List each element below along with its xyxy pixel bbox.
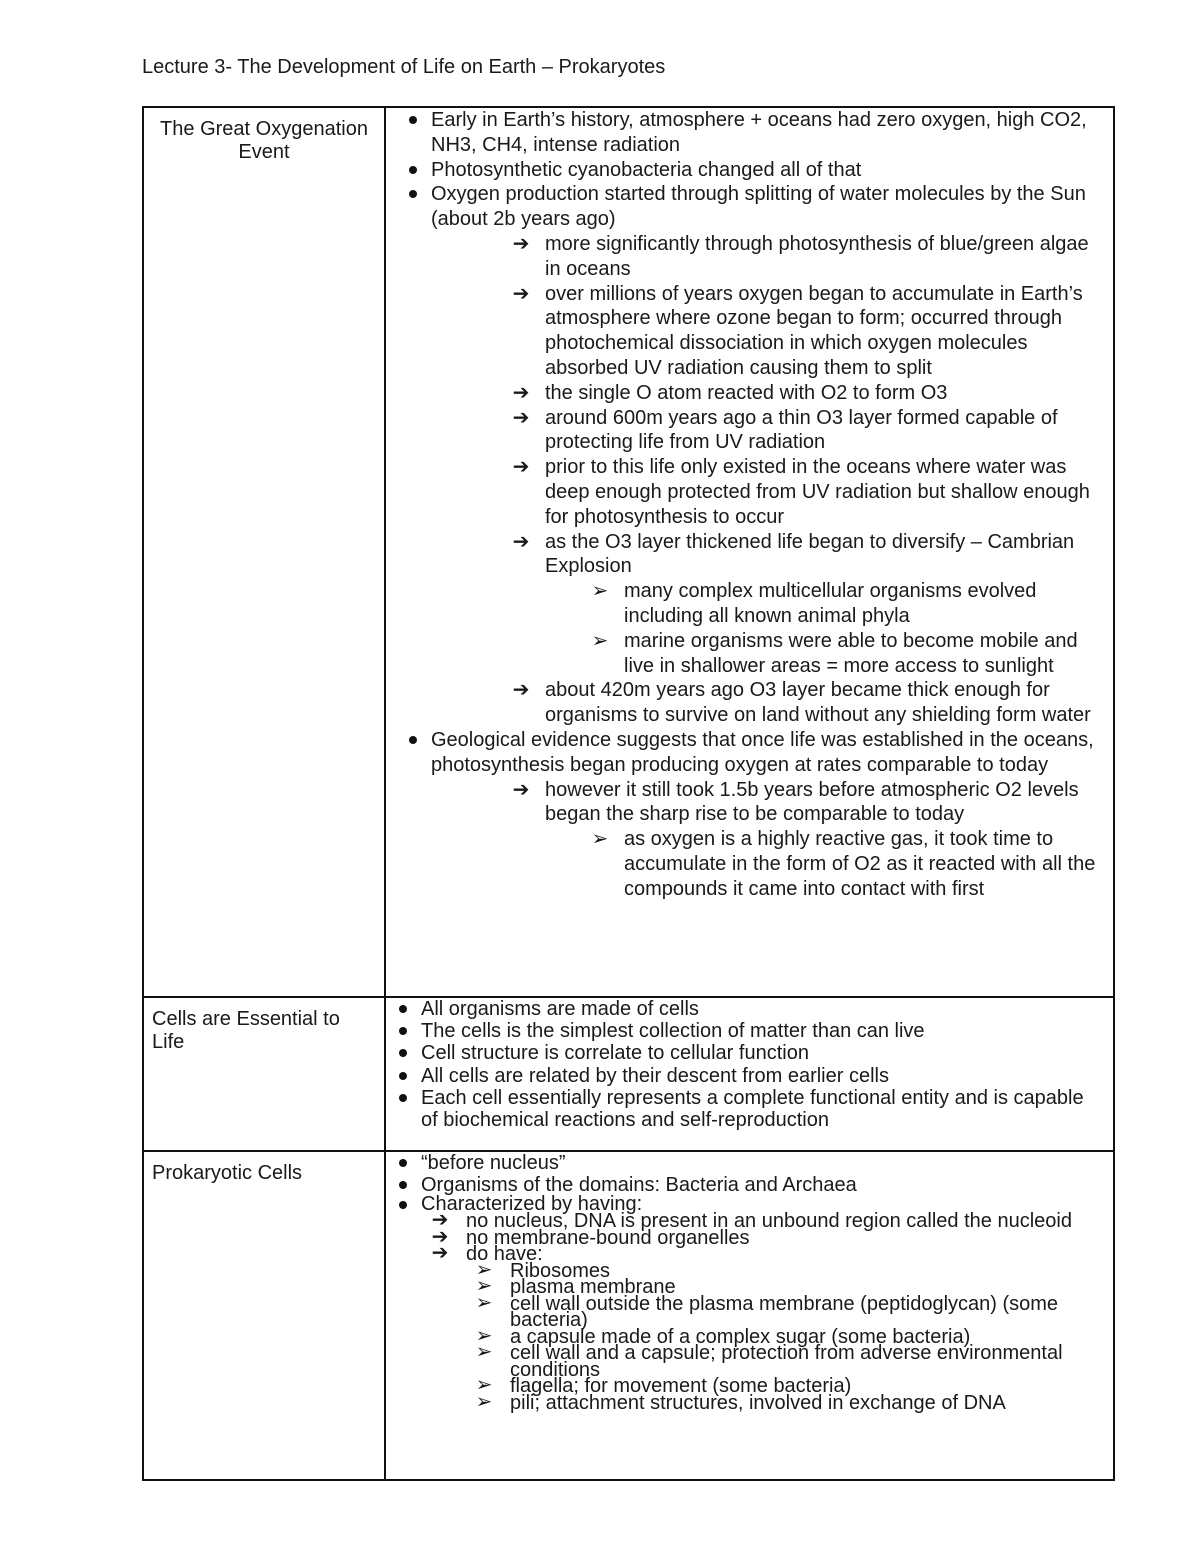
bullet-list: [431, 108, 1105, 902]
item-text: Ribosomes: [510, 1259, 611, 1282]
topic-label: The Great Oxygenation Event: [160, 118, 368, 163]
arrowhead-icon: ➢: [591, 828, 609, 851]
table-row: [143, 1151, 1114, 1480]
list-item: [431, 1242, 1105, 1414]
arrow-icon: ➔: [431, 1209, 449, 1231]
topic-cell: [143, 997, 385, 1151]
list-item: [591, 579, 1105, 629]
item-text: Early in Earth’s history, atmosphere + oceans had zero oxygen, high CO2, NH3, CH4, intense radiation: [431, 109, 1087, 156]
arrowhead-icon: ➢: [475, 1275, 493, 1297]
item-text: over millions of years oxygen began to accumulate in Earth’s atmosphere where ozone began to form; occurred through photochemical dissociation in which oxygen molecules absorbed UV radiation causing them to split: [545, 282, 1083, 379]
arrow-icon: ➔: [512, 406, 530, 429]
list-item: [421, 1065, 1105, 1087]
arrow-icon: ➔: [512, 530, 530, 553]
list-item: [431, 182, 1105, 728]
item-text: plasma membrane: [510, 1276, 676, 1298]
topic-cell: [143, 107, 385, 997]
arrowhead-icon: ➢: [475, 1341, 493, 1363]
notes-table: [142, 106, 1115, 1481]
bullet-icon: [399, 1201, 407, 1209]
item-text: as oxygen is a highly reactive gas, it took time to accumulate in the form of O2 as it reacted with all the compounds it came into contact with first: [624, 828, 1096, 900]
list-item: [512, 778, 1105, 902]
list-item: [475, 1390, 1105, 1414]
bullet-icon: [399, 1072, 407, 1080]
arrow-icon: ➔: [512, 232, 530, 255]
topic-label: Cells are Essential to Life: [152, 1008, 340, 1053]
arrowhead-icon: ➢: [591, 629, 609, 652]
item-text: Characterized by having:: [421, 1193, 643, 1215]
item-text: All organisms are made of cells: [421, 998, 699, 1020]
item-text: around 600m years ago a thin O3 layer formed capable of protecting life from UV radiation: [545, 406, 1058, 454]
sub-list: [512, 778, 1105, 902]
bullet-list: [421, 1152, 1105, 1414]
item-text: flagella; for movement (some bacteria): [510, 1375, 852, 1397]
item-text: Each cell essentially represents a complete functional entity and is capable of biochemical reactions and self-reproduction: [421, 1086, 1084, 1132]
notes-cell: [385, 1151, 1114, 1480]
bullet-icon: [409, 736, 417, 744]
list-item: [431, 158, 1105, 183]
sub-list: [512, 232, 1105, 728]
item-text: no membrane-bound organelles: [466, 1226, 750, 1249]
list-item: [512, 282, 1105, 381]
table-row: [143, 997, 1114, 1151]
item-text: do have:: [466, 1243, 543, 1265]
list-item: [421, 1087, 1105, 1131]
arrow-icon: ➔: [431, 1225, 449, 1248]
list-item: [431, 108, 1105, 158]
arrowhead-icon: ➢: [591, 580, 609, 603]
item-text: “before nucleus”: [421, 1152, 566, 1174]
bullet-icon: [409, 166, 417, 174]
item-text: many complex multicellular organisms evolved including all known animal phyla: [624, 580, 1037, 627]
list-item: [591, 827, 1105, 901]
document-title: Lecture 3- The Development of Life on Earth – Prokaryotes: [142, 56, 666, 78]
bullet-icon: [399, 1049, 407, 1057]
list-item: [431, 1225, 1105, 1249]
list-item: [431, 728, 1105, 902]
item-text: no nucleus, DNA is present in an unbound region called the nucleoid: [466, 1210, 1072, 1232]
sub-sub-list: [591, 827, 1105, 901]
list-item: [512, 678, 1105, 728]
list-item: [421, 1042, 1105, 1064]
topic-label: Prokaryotic Cells: [152, 1162, 303, 1184]
sub-sub-list: [591, 579, 1105, 678]
item-text: All cells are related by their descent from earlier cells: [421, 1064, 889, 1087]
arrowhead-icon: ➢: [475, 1258, 493, 1281]
item-text: pili; attachment structures, involved in exchange of DNA: [510, 1391, 1006, 1414]
list-item: [421, 1152, 1105, 1174]
list-item: [512, 232, 1105, 282]
item-text: Oxygen production started through splitting of water molecules by the Sun (about 2b years ago): [431, 183, 1086, 231]
bullet-icon: [399, 1005, 407, 1013]
list-item: [591, 629, 1105, 679]
bullet-icon: [409, 116, 417, 124]
arrow-icon: ➔: [512, 778, 530, 801]
list-item: [475, 1291, 1105, 1331]
item-text: prior to this life only existed in the oceans where water was deep enough protected from UV radiation but shallow enough for photosynthesis to occur: [545, 456, 1090, 528]
list-item: [475, 1341, 1105, 1381]
list-item: [421, 1193, 1105, 1414]
list-item: [421, 1020, 1105, 1042]
notes-cell: [385, 107, 1114, 997]
bullet-list: [421, 998, 1105, 1131]
item-text: Photosynthetic cyanobacteria changed all of that: [431, 158, 862, 181]
item-text: Geological evidence suggests that once life was established in the oceans, photosynthesis began producing oxygen at rates comparable to today: [431, 728, 1094, 776]
notes-cell: [385, 997, 1114, 1151]
item-text: a capsule made of a complex sugar (some bacteria): [510, 1325, 971, 1348]
arrow-icon: ➔: [512, 456, 530, 479]
bullet-icon: [399, 1159, 407, 1167]
arrow-icon: ➔: [512, 381, 530, 404]
item-text: as the O3 layer thickened life began to diversify – Cambrian Explosion: [545, 530, 1075, 578]
item-text: marine organisms were able to become mobile and live in shallower areas = more access to sunlight: [624, 629, 1078, 677]
bullet-icon: [399, 1027, 407, 1035]
arrowhead-icon: ➢: [475, 1374, 493, 1396]
item-text: the single O atom reacted with O2 to form O3: [545, 381, 948, 404]
item-text: Cell structure is correlate to cellular function: [421, 1042, 809, 1065]
item-text: cell wall and a capsule; protection from adverse environmental conditions: [510, 1342, 1063, 1381]
arrowhead-icon: ➢: [475, 1390, 493, 1413]
bullet-icon: [399, 1181, 407, 1189]
item-text: about 420m years ago O3 layer became thick enough for organisms to survive on land without any shielding form water: [545, 679, 1091, 727]
topic-cell: [143, 1151, 385, 1480]
list-item: [421, 998, 1105, 1020]
arrow-icon: ➔: [512, 282, 530, 305]
bullet-icon: [399, 1094, 407, 1102]
item-text: however it still took 1.5b years before atmospheric O2 levels began the sharp rise to be comparable to today: [545, 778, 1079, 826]
item-text: Organisms of the domains: Bacteria and Archaea: [421, 1174, 857, 1196]
item-text: more significantly through photosynthesis of blue/green algae in oceans: [545, 232, 1089, 280]
arrowhead-icon: ➢: [475, 1324, 493, 1347]
arrowhead-icon: ➢: [475, 1291, 493, 1314]
sub-list: [431, 1209, 1105, 1414]
arrow-icon: ➔: [431, 1242, 449, 1264]
item-text: The cells is the simplest collection of matter than can live: [421, 1020, 925, 1043]
arrow-icon: ➔: [512, 679, 530, 702]
sub-sub-list: [475, 1258, 1105, 1414]
list-item: [512, 455, 1105, 529]
bullet-icon: [409, 190, 417, 198]
list-item: [512, 381, 1105, 406]
table-row: [143, 107, 1114, 997]
item-text: cell wall outside the plasma membrane (peptidoglycan) (some bacteria): [510, 1292, 1059, 1331]
list-item: [512, 406, 1105, 456]
list-item: [512, 530, 1105, 679]
